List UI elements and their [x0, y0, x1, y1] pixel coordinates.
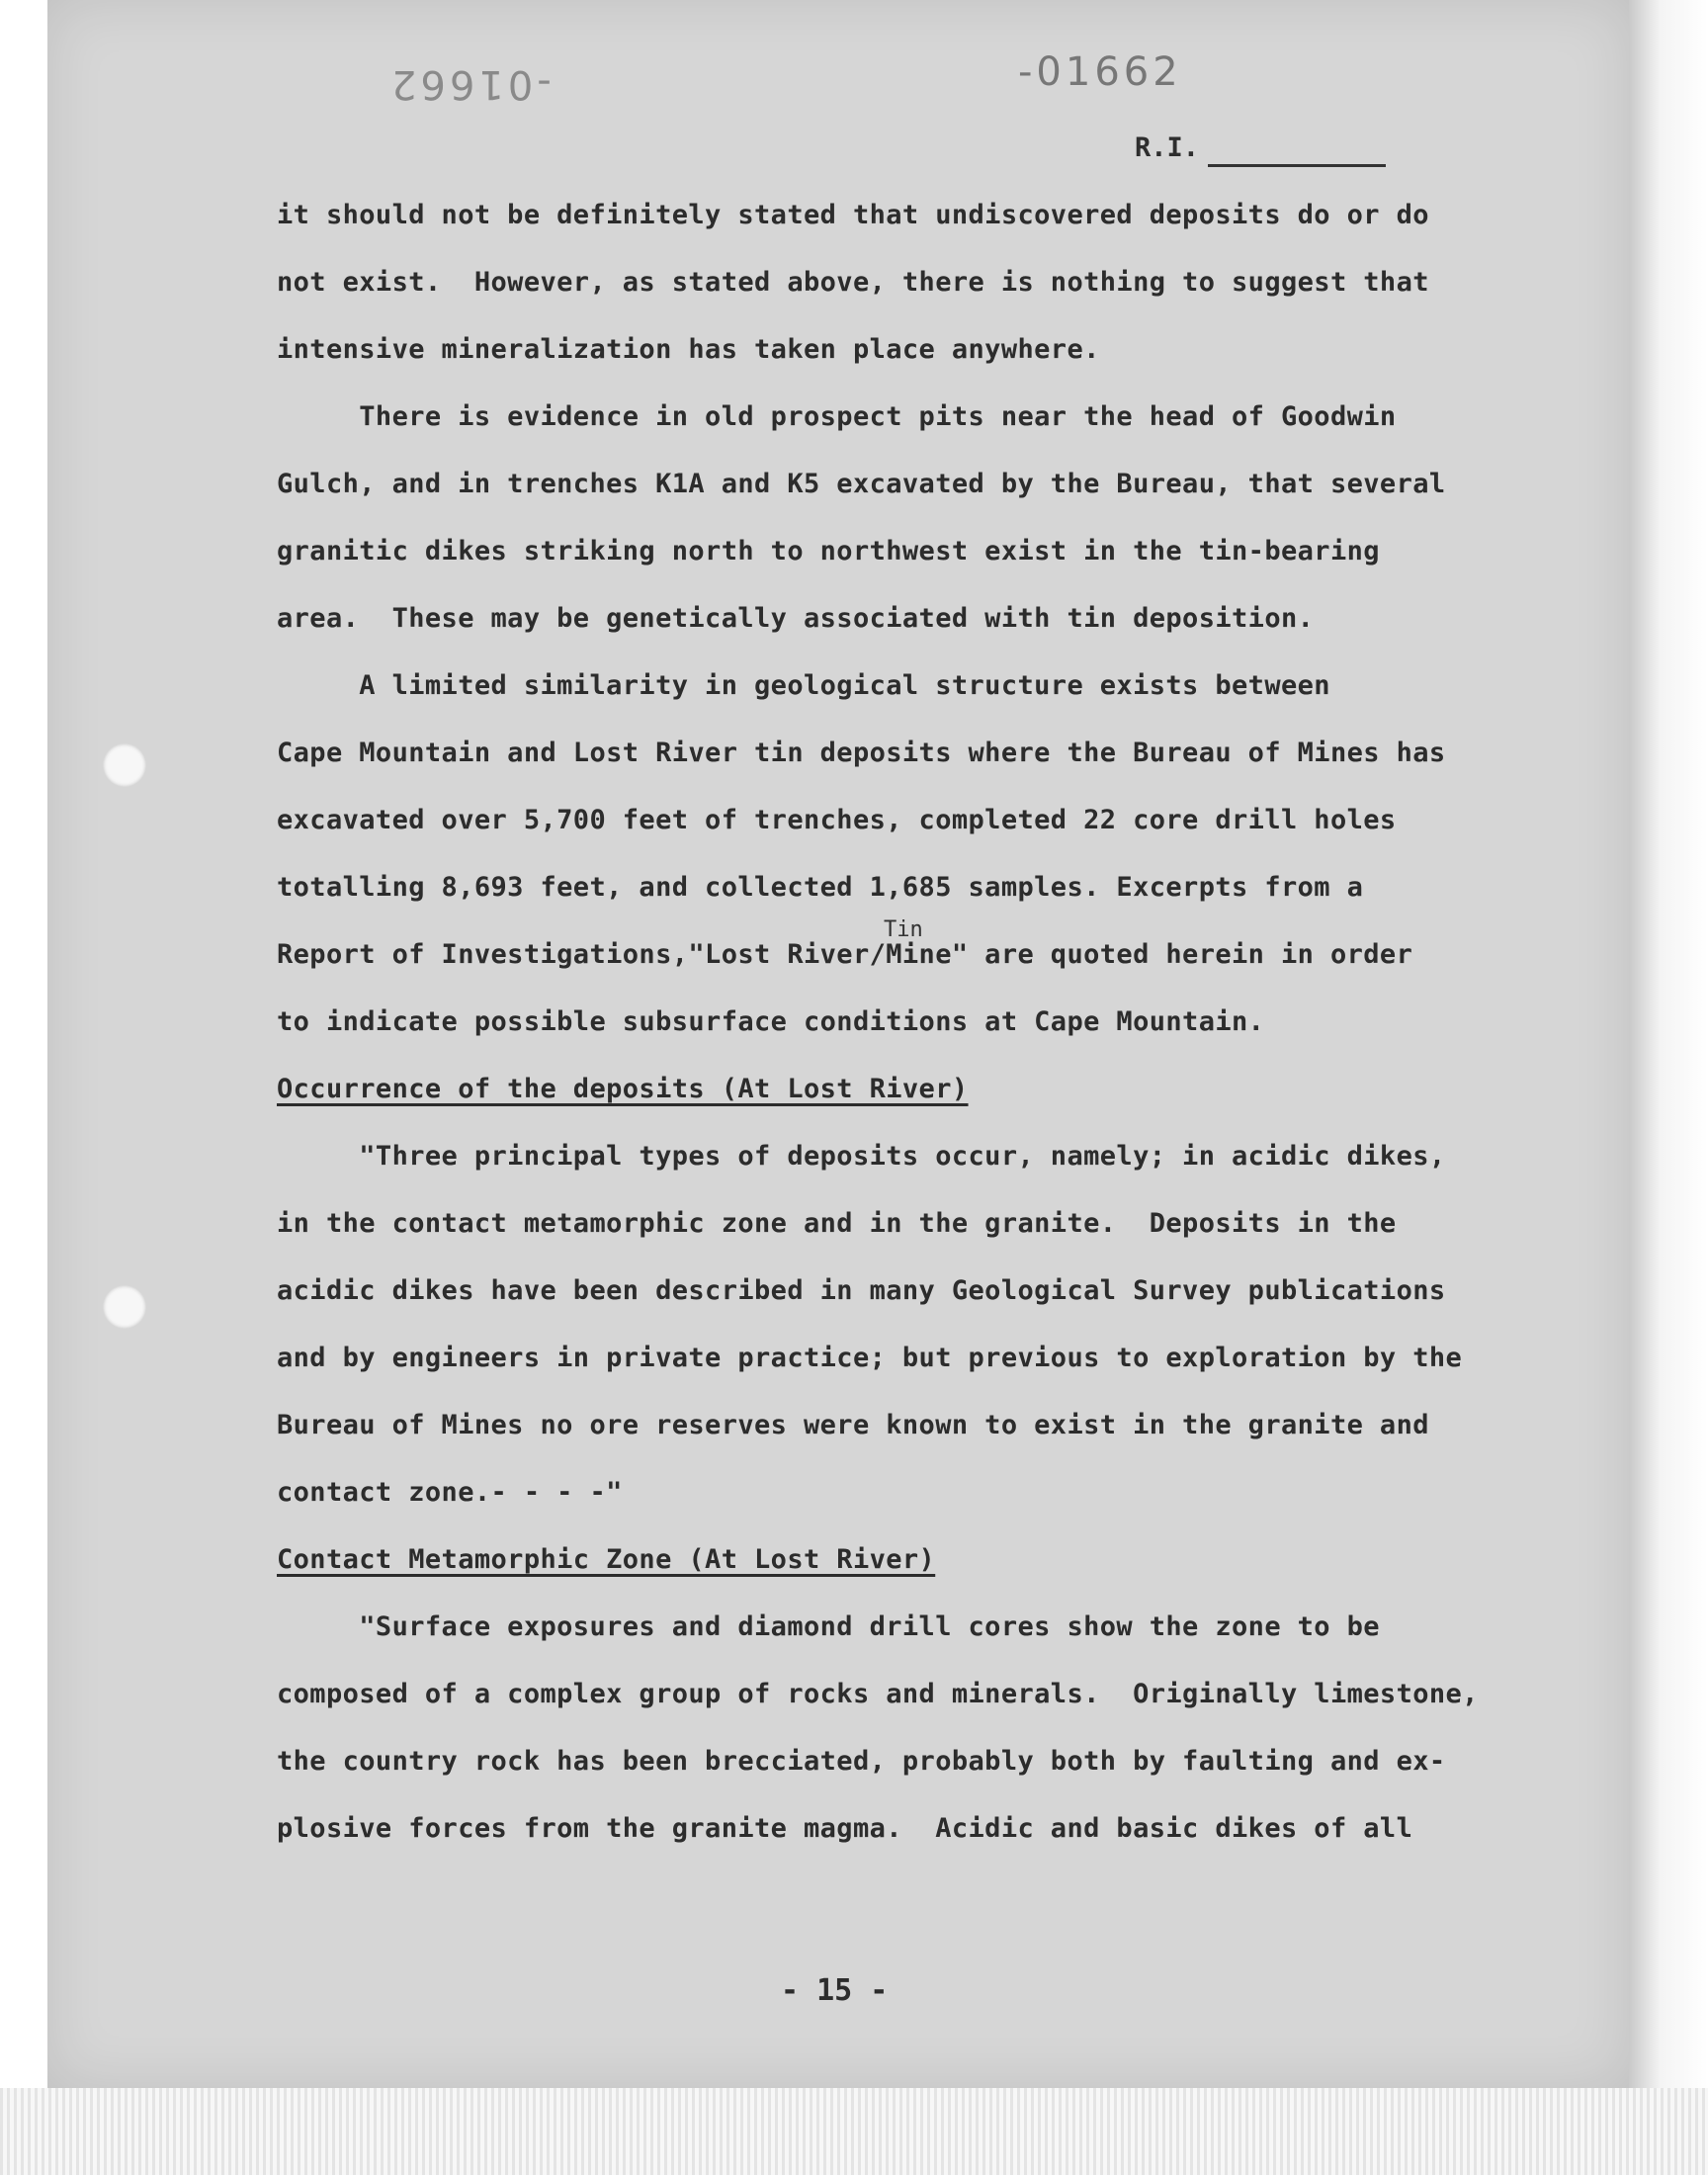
body-line: Report of Investigations,"Lost River/Mine" are quoted herein in order: [277, 939, 1413, 970]
body-line: in the contact metamorphic zone and in the granite. Deposits in the: [277, 1208, 1397, 1239]
body-line: Bureau of Mines no ore reserves were known to exist in the granite and: [277, 1410, 1429, 1440]
body-line: A limited similarity in geological structure exists between: [277, 670, 1330, 701]
body-line: contact zone.- - - -": [277, 1477, 623, 1508]
body-line: to indicate possible subsurface conditions at Cape Mountain.: [277, 1006, 1265, 1037]
punch-hole-lower: [103, 1285, 146, 1329]
punch-hole-upper: [103, 743, 146, 787]
body-line: "Three principal types of deposits occur, namely; in acidic dikes,: [277, 1141, 1446, 1172]
body-line: intensive mineralization has taken place anywhere.: [277, 334, 1100, 365]
body-line: "Surface exposures and diamond drill cores show the zone to be: [277, 1611, 1380, 1642]
body-line: the country rock has been brecciated, probably both by faulting and ex-: [277, 1746, 1446, 1777]
handwritten-number-inverted: -01662: [387, 61, 552, 107]
body-line: excavated over 5,700 feet of trenches, completed 22 core drill holes: [277, 805, 1397, 835]
scan-edge: [1629, 0, 1708, 2088]
body-line: totalling 8,693 feet, and collected 1,685 samples. Excerpts from a: [277, 872, 1364, 903]
body-line: not exist. However, as stated above, there is nothing to suggest that: [277, 267, 1429, 298]
body-line: plosive forces from the granite magma. Acidic and basic dikes of all: [277, 1813, 1413, 1844]
handwritten-insertion: Tin: [884, 917, 923, 942]
scan-bottom-edge: [0, 2088, 1708, 2175]
body-line: Cape Mountain and Lost River tin deposits where the Bureau of Mines has: [277, 738, 1446, 768]
section-heading-occurrence: Occurrence of the deposits (At Lost River): [277, 1074, 969, 1104]
body-line: acidic dikes have been described in many Geological Survey publications: [277, 1275, 1446, 1306]
body-line: it should not be definitely stated that undiscovered deposits do or do: [277, 200, 1429, 230]
page-number: - 15 -: [781, 1973, 889, 2008]
handwritten-number: -01662: [1018, 49, 1182, 95]
body-line: composed of a complex group of rocks and minerals. Originally limestone,: [277, 1679, 1479, 1709]
body-line: area. These may be genetically associated with tin deposition.: [277, 603, 1315, 634]
body-line: granitic dikes striking north to northwest exist in the tin-bearing: [277, 536, 1380, 566]
body-line: Gulch, and in trenches K1A and K5 excavated by the Bureau, that several: [277, 469, 1446, 499]
section-heading-contact-zone: Contact Metamorphic Zone (At Lost River): [277, 1544, 936, 1575]
ri-label: R.I.: [1135, 132, 1200, 163]
ri-blank-line: [1208, 164, 1386, 167]
body-line: and by engineers in private practice; but previous to exploration by the: [277, 1343, 1463, 1373]
body-line: There is evidence in old prospect pits near the head of Goodwin: [277, 401, 1397, 432]
